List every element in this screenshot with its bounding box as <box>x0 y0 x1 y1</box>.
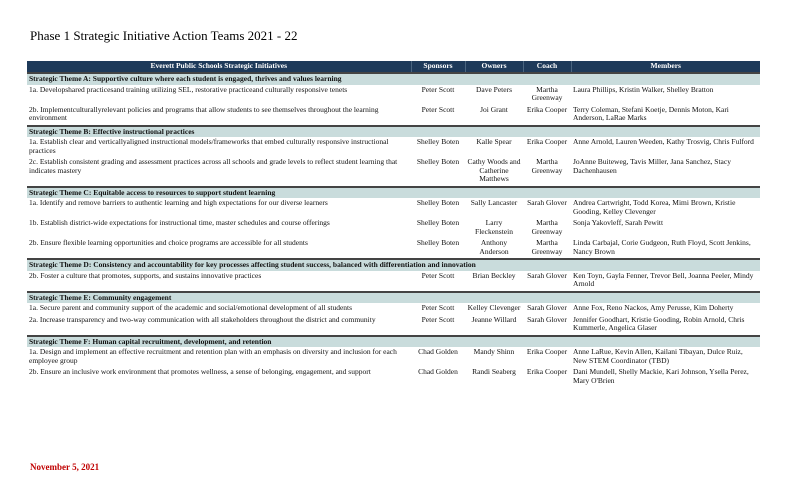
theme-row <box>27 73 760 85</box>
theme-row <box>27 336 760 348</box>
owner-cell: Kalle Spear <box>476 137 512 146</box>
header-members: Members <box>571 61 760 73</box>
initiative-cell: 2c. Establish consistent grading and assessment practices across all schools and grade levels to reflect student learning that indicates mastery <box>29 157 398 175</box>
initiative-cell: 2a. Increase transparency and two-way communication with all stakeholders throughout the district and community <box>29 314 376 324</box>
sponsor-cell: Peter Scott <box>421 314 455 324</box>
members-cell: Linda Carbajal, Corie Gudgeon, Ruth Floyd, Scott Jenkins, Nancy Brown <box>573 238 751 256</box>
owner-cell: Cathy Woods and Catherine Matthews <box>467 157 521 183</box>
document-title: Phase 1 Strategic Initiative Action Teams 2021 - 22 <box>30 28 298 43</box>
coach-cell: Erika Cooper <box>526 367 568 376</box>
members-cell: Laura Phillips, Kristin Walker, Shelley Bratton <box>573 84 714 94</box>
footer-date: November 5, 2021 <box>30 462 100 472</box>
owner-cell: Dave Peters <box>475 84 513 94</box>
coach-cell: Martha Greenway <box>531 218 563 236</box>
initiative-cell: 1a. Identify and remove barriers to authentic learning and high expectations for our diverse learners <box>29 198 328 207</box>
members-cell: Anne Fox, Reno Nackos, Amy Perusse, Kim Doherty <box>573 303 734 312</box>
table-row <box>27 347 760 367</box>
theme-row <box>27 292 760 304</box>
coach-cell: Martha Greenway <box>531 84 563 102</box>
sponsor-cell: Shelley Boten <box>416 218 460 227</box>
sponsor-cell: Peter Scott <box>421 303 455 312</box>
header-initiatives: Everett Public Schools Strategic Initiatives <box>27 61 411 73</box>
table-row <box>27 315 760 336</box>
coach-cell: Sarah Glover <box>527 198 567 207</box>
table-row <box>27 85 760 105</box>
owner-cell: Larry Fleckenstein <box>475 218 513 236</box>
owner-cell: Mandy Shinn <box>473 347 515 356</box>
initiative-cell: 1a. Developshared practicesand training utilizing SEL, restorative practiceand culturally responsive tenets <box>29 84 348 94</box>
members-cell: Sonja Yakovleff, Sarah Pewitt <box>573 218 664 227</box>
members-cell: Dani Mundell, Shelly Mackie, Kari Johnson, Ysella Perez, Mary O'Brien <box>573 367 749 385</box>
theme-title: Strategic Theme B: Effective instructional practices <box>27 126 760 138</box>
header-owners: Owners <box>465 61 523 73</box>
members-cell: Jennifer Goodhart, Kristie Gooding, Robin Arnold, Chris Kummerle, Angelica Glaser <box>573 314 745 332</box>
table-row <box>27 367 760 387</box>
sponsor-cell: Shelley Boten <box>416 157 460 166</box>
owner-cell: Joi Grant <box>480 104 508 114</box>
table-row <box>27 198 760 218</box>
initiative-cell: 1b. Establish district-wide expectations for instructional time, master schedules and course offerings <box>29 218 330 227</box>
owner-cell: Anthony Anderson <box>479 238 509 256</box>
coach-cell: Erika Cooper <box>526 137 568 146</box>
sponsor-cell: Peter Scott <box>421 270 455 280</box>
initiatives-table <box>27 61 760 387</box>
theme-title: Strategic Theme E: Community engagement <box>27 292 760 304</box>
theme-title: Strategic Theme F: Human capital recruitment, development, and retention <box>27 336 760 348</box>
initiative-cell: 2b. Foster a culture that promotes, supports, and sustains innovative practices <box>29 270 262 280</box>
sponsor-cell: Peter Scott <box>421 104 455 114</box>
owner-cell: Jeanne Willard <box>471 314 517 324</box>
theme-title: Strategic Theme C: Equitable access to resources to support student learning <box>27 187 760 199</box>
members-cell: Andrea Cartwright, Todd Korea, Mimi Brown, Kristie Gooding, Kelley Clevenger <box>573 198 736 216</box>
members-cell: JoAnne Buiteweg, Tavis Miller, Jana Sanchez, Stacy Dachenhausen <box>573 157 731 175</box>
sponsor-cell: Shelley Boten <box>416 238 460 247</box>
sponsor-cell: Shelley Boten <box>416 198 460 207</box>
sponsor-cell: Peter Scott <box>421 84 455 94</box>
initiative-cell: 1a. Design and implement an effective recruitment and retention plan with an emphasis on diversity and inclusion for each employee group <box>29 347 397 365</box>
theme-row <box>27 259 760 271</box>
table-header-row <box>27 61 760 73</box>
owner-cell: Brian Beckley <box>472 270 516 280</box>
table-row <box>27 271 760 292</box>
table-row <box>27 157 760 187</box>
owner-cell: Randi Seaberg <box>472 367 516 376</box>
table-row <box>27 238 760 259</box>
theme-title: Strategic Theme D: Consistency and accountability for key processes affecting student success, balanced with differentiation and innovation <box>27 259 760 271</box>
sponsor-cell: Chad Golden <box>418 367 458 376</box>
members-cell: Anne Arnold, Lauren Weeden, Kathy Trosvig, Chris Fulford <box>573 137 754 146</box>
table-row <box>27 303 760 315</box>
initiative-cell: 1a. Establish clear and verticallyaligned instructional models/frameworks that embed culturally responsive instructional practices <box>29 137 389 155</box>
coach-cell: Martha Greenway <box>531 238 563 256</box>
coach-cell: Sarah Glover <box>527 270 567 280</box>
table-row <box>27 218 760 238</box>
sponsor-cell: Shelley Boten <box>416 137 460 146</box>
theme-row <box>27 126 760 138</box>
coach-cell: Erika Cooper <box>526 104 568 114</box>
coach-cell: Sarah Glover <box>527 303 567 312</box>
sponsor-cell: Chad Golden <box>418 347 458 356</box>
coach-cell: Erika Cooper <box>526 347 568 356</box>
header-coach: Coach <box>523 61 571 73</box>
header-sponsors: Sponsors <box>411 61 465 73</box>
members-cell: Ken Toyn, Gayla Fenner, Trevor Bell, Joanna Peeler, Mindy Arnold <box>573 270 754 288</box>
theme-row <box>27 187 760 199</box>
owner-cell: Kelley Clevenger <box>467 303 521 312</box>
members-cell: Terry Coleman, Stefani Koetje, Dennis Moton, Kari Anderson, LaRae Marks <box>573 104 729 122</box>
initiative-cell: 2b. Ensure an inclusive work environment that promotes wellness, a sense of belonging, engagement, and support <box>29 367 371 376</box>
owner-cell: Sally Lancaster <box>470 198 518 207</box>
coach-cell: Sarah Glover <box>527 314 567 324</box>
initiative-cell: 1a. Secure parent and community support of the academic and social/emotional development of all students <box>29 303 353 312</box>
table-row <box>27 137 760 157</box>
theme-title: Strategic Theme A: Supportive culture where each student is engaged, thrives and values learning <box>27 73 760 85</box>
initiative-cell: 2b. Implementculturallyrelevant policies and programs that allow students to see themselves throughout the learning environment <box>29 104 379 122</box>
members-cell: Anne LaRue, Kevin Allen, Kailani Tibayan, Dulce Ruiz, New STEM Coordinator (TBD) <box>573 347 743 365</box>
coach-cell: Martha Greenway <box>531 157 563 175</box>
initiative-cell: 2b. Ensure flexible learning opportunities and choice programs are accessible for all students <box>29 238 308 247</box>
table-row <box>27 105 760 126</box>
